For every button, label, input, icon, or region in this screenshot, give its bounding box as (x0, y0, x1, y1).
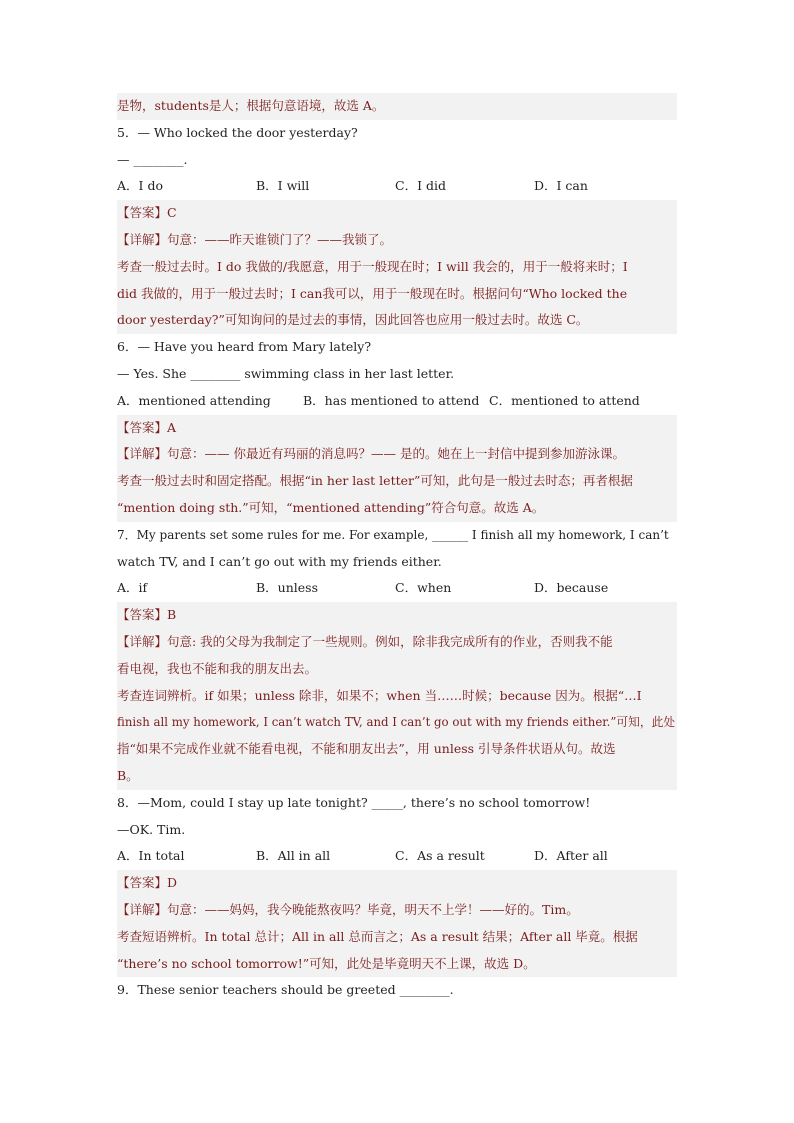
answer-explanation-line: 【详解】句意：——昨天谁锁门了？——我锁了。 (117, 227, 677, 254)
answer-explanation-line: 【答案】D (117, 870, 677, 897)
document-body (117, 93, 677, 1004)
answer-explanation-line: 看电视，我也不能和我的朋友出去。 (117, 656, 677, 683)
answer-explanation-line: 【答案】B (117, 602, 677, 629)
answer-option: B．I will (256, 178, 310, 194)
answer-option: C．I did (395, 178, 446, 194)
answer-explanation-line: 【详解】句意: 我的父母为我制定了一些规则。例如，除非我完成所有的作业，否则我不能 (117, 629, 677, 656)
answer-explanation-line: “mention doing sth.”可知，“mentioned attending”符合句意。故选 A。 (117, 495, 677, 522)
question-line: — ________. (117, 151, 188, 167)
question-line: 8．—Mom, could I stay up late tonight? _____, there’s no school tomorrow! (117, 794, 591, 810)
question-line: watch TV, and I can’t go out with my friends either. (117, 553, 442, 569)
answer-explanation-line: 【详解】句意：——妈妈，我今晚能熬夜吗？毕竟，明天不上学！——好的。Tim。 (117, 897, 677, 924)
answer-option: B．All in all (256, 848, 331, 864)
answer-option: C．when (395, 580, 452, 596)
answer-options-row (117, 173, 677, 200)
answer-option: A．if (117, 580, 148, 596)
answer-options-row (117, 575, 677, 602)
answer-explanation-line: door yesterday?”可知询问的是过去的事情，因此回答也应用一般过去时。故选 C。 (117, 307, 677, 334)
answer-option: A．I do (117, 178, 163, 194)
answer-explanation-line: 【答案】A (117, 415, 677, 442)
answer-option: A．In total (117, 848, 185, 864)
question-line: 6．— Have you heard from Mary lately? (117, 339, 372, 355)
answer-explanation-line: finish all my homework, I can’t watch TV, and I can’t go out with my friends either.”可知，此处 (117, 709, 677, 736)
answer-explanation-line: B。 (117, 763, 677, 790)
answer-explanation-line: 指“如果不完成作业就不能看电视，不能和朋友出去”，用 unless 引导条件状语从句。故选 (117, 736, 677, 763)
answer-explanation-line: 考查短语辨析。In total 总计；All in all 总而言之；As a result 结果；After all 毕竟。根据 (117, 924, 677, 951)
answer-options-row (117, 843, 677, 870)
question-line: 9．These senior teachers should be greeted ________. (117, 982, 454, 998)
answer-explanation-line: 【答案】C (117, 200, 677, 227)
answer-explanation-line: 考查连词辨析。if 如果；unless 除非，如果不；when 当……时候；because 因为。根据“…I (117, 683, 677, 710)
document-page (117, 93, 677, 1004)
answer-explanation-line: 考查一般过去时和固定搭配。根据“in her last letter”可知，此句是一般过去时态；再者根据 (117, 468, 677, 495)
answer-option: A．mentioned attending (117, 392, 271, 408)
answer-explanation-line: 是物，students是人；根据句意语境，故选 A。 (117, 93, 677, 120)
question-line: 5．— Who locked the door yesterday? (117, 124, 358, 140)
question-line: 7．My parents set some rules for me. For example, ______ I finish all my homework, I can’t (117, 527, 669, 542)
answer-option: D．I can (534, 178, 588, 194)
answer-option: B．unless (256, 580, 319, 596)
answer-option: D．After all (534, 848, 608, 864)
answer-explanation-line: 考查一般过去时。I do 我做的/我愿意，用于一般现在时；I will 我会的，用于一般将来时；I (117, 254, 677, 281)
answer-explanation-line: did 我做的，用于一般过去时；I can我可以，用于一般现在时。根据问句“Who locked the (117, 281, 677, 308)
answer-explanation-line: 【详解】句意：—— 你最近有玛丽的消息吗？—— 是的。她在上一封信中提到参加游泳课。 (117, 441, 677, 468)
answer-explanation-line: “there’s no school tomorrow!”可知，此处是毕竟明天不上课，故选 D。 (117, 951, 677, 978)
answer-options-row (117, 388, 677, 415)
answer-option: C．As a result (395, 848, 485, 864)
question-line: — Yes. She ________ swimming class in her last letter. (117, 365, 455, 381)
question-line: —OK. Tim. (117, 821, 186, 837)
answer-option: D．because (534, 580, 609, 596)
answer-option: B．has mentioned to attend (303, 392, 480, 408)
answer-option: C．mentioned to attend (489, 392, 640, 408)
